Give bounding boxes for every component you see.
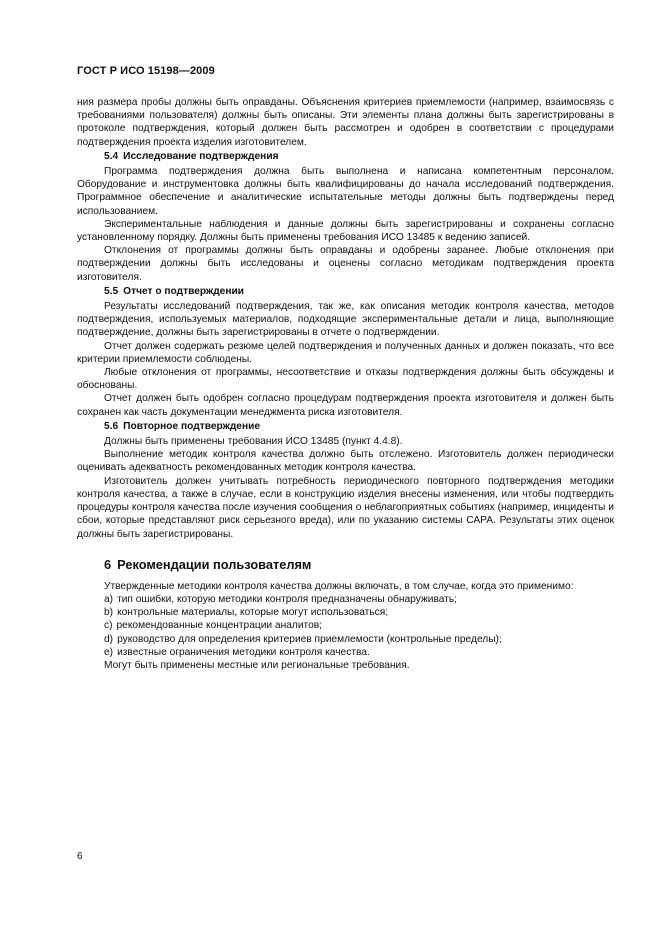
section-6-intro: Утвержденные методики контроля качества должны включать, в том случае, когда это применимо: xyxy=(104,580,574,592)
section-5-5-paragraph-4: Отчет должен быть одобрен согласно процедурам подтверждения проекта изготовителя и должен быть сохранен как часть документации менеджмента риска изготовителя. xyxy=(77,393,614,418)
section-6-closing: Могут быть применены местные или региональные требования. xyxy=(104,659,410,671)
list-item xyxy=(77,593,614,606)
list-marker: b) xyxy=(104,607,114,619)
intro-continuation-paragraph: ния размера пробы должны быть оправданы. Объяснения критериев приемлемости (например, взаимосвязь с требованиями пользователя) должны быть описаны. Эти элементы плана должны быть зарегистрированы в протоколе подтверждения, который должен быть рассмотрен и одобрен в соответствии с процедурами подтверждения проекта изделия изготовителем. xyxy=(77,97,614,148)
section-5-6-paragraph-3: Изготовитель должен учитывать потребность периодического повторного подтверждения методики контроля качества, а также в случае, если в конструкцию изделия внесены изменения, или чтобы подтвердить процедуры контроля качества после изучения сообщения о неблагоприятных событиях (например, инциденты и сбои, которые представляют риск серьезного вреда), или по указанию системы САРА. Результаты этих оценок должны быть зарегистрированы. xyxy=(77,475,614,540)
page-number: 6 xyxy=(77,851,83,862)
section-title: Рекомендации пользователям xyxy=(117,556,312,572)
list-item-text: известные ограничения методики контроля качества. xyxy=(117,646,370,658)
list-marker: d) xyxy=(104,633,114,645)
section-5-5-paragraph-1: Результаты исследований подтверждения, так же, как описания методик контроля качества, методов подтверждения, используемых материалов, подходящие экспериментальные детали и лица, выполняющие подтверждение, должны быть зарегистрированы в отчете о подтверждении. xyxy=(77,301,614,339)
section-number: 5.5 xyxy=(104,286,119,298)
section-title: Отчет о подтверждении xyxy=(123,286,245,298)
list-item xyxy=(77,633,614,646)
section-5-6-heading xyxy=(104,420,614,433)
section-number: 5.6 xyxy=(104,421,119,433)
list-item-text: тип ошибки, которую методики контроля предназначены обнаруживать; xyxy=(117,593,457,605)
section-5-5-paragraph-2: Отчет должен содержать резюме целей подтверждения и полученных данных и должен показать, что все критерии приемлемости соблюдены. xyxy=(77,340,614,365)
list-item-text: рекомендованные концентрации аналитов; xyxy=(116,620,322,632)
list-item-text: руководство для определения критериев приемлемости (контрольные пределы); xyxy=(117,633,502,645)
list-marker: e) xyxy=(104,646,114,658)
section-6-heading xyxy=(104,557,614,572)
section-5-5-paragraph-3: Любые отклонения от программы, несоответствие и отказы подтверждения должны быть обсуждены и обоснованы. xyxy=(77,367,614,392)
page-content xyxy=(77,96,614,672)
list-item xyxy=(77,606,614,619)
section-5-6-paragraph-1: Должны быть применены требования ИСО 13485 (пункт 4.4.8). xyxy=(104,436,403,448)
section-number: 6 xyxy=(104,556,112,572)
document-header: ГОСТ Р ИСО 15198—2009 xyxy=(77,65,215,77)
section-5-4-paragraph-3: Отклонения от программы должны быть оправданы и одобрены заранее. Любые отклонения при подтверждении должны быть исследованы и оценены согласно методикам подтверждения проекта изготовителя. xyxy=(77,245,614,283)
section-title: Повторное подтверждение xyxy=(123,421,261,433)
section-5-4-heading xyxy=(104,150,614,163)
section-number: 5.4 xyxy=(104,151,119,163)
list-marker: а) xyxy=(104,593,114,605)
section-5-5-heading xyxy=(104,285,614,298)
section-title: Исследование подтверждения xyxy=(123,151,279,163)
list-item xyxy=(77,646,614,659)
section-5-4-paragraph-1: Программа подтверждения должна быть выполнена и написана компетентным персоналом. Оборудование и инструментовка должны быть квалифицированы до начала исследований подтверждения. Программное обеспечение и аналитические испытательные методы должны быть подтверждены перед использованием. xyxy=(77,166,614,217)
list-item-text: контрольные материалы, которые могут использоваться; xyxy=(117,607,389,619)
section-5-4-paragraph-2: Экспериментальные наблюдения и данные должны быть зарегистрированы и сохранены согласно установленному порядку. Должны быть применены требования ИСО 13485 к ведению записей. xyxy=(77,218,614,244)
list-item xyxy=(77,619,614,632)
list-marker: c) xyxy=(104,620,113,632)
section-5-6-paragraph-2: Выполнение методик контроля качества должно быть отслежено. Изготовитель должен периодически оценивать адекватность рекомендованных методик контроля качества. xyxy=(77,449,614,474)
